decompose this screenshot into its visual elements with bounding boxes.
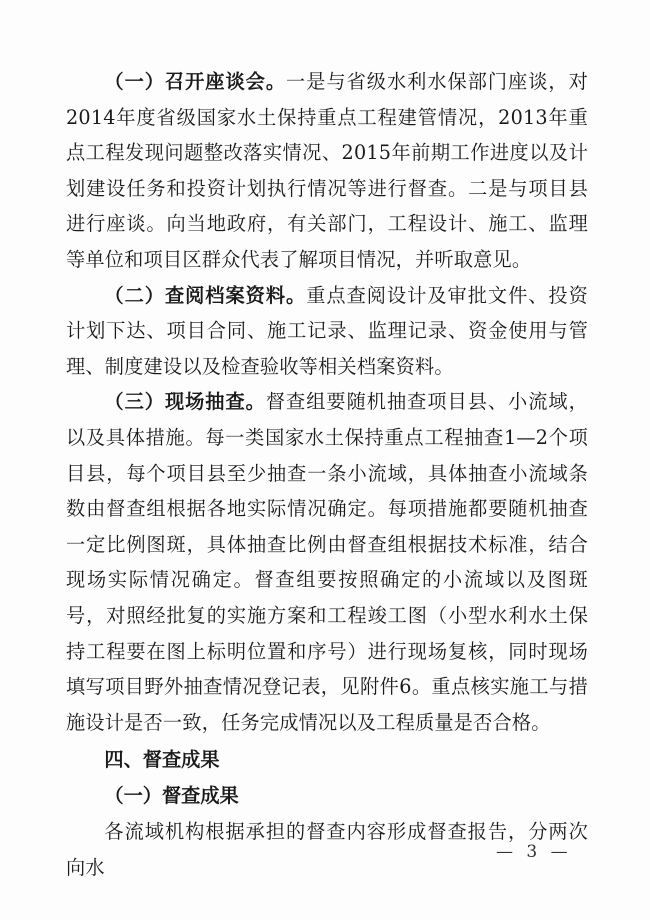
document-body xyxy=(66,64,588,885)
paragraph-report: 各流域机构根据承担的督查内容形成督查报告，分两次向水 xyxy=(66,820,588,879)
sub-heading: （一）督查成果 xyxy=(104,784,239,808)
paragraph-archives xyxy=(66,278,588,385)
paragraph-field-inspection xyxy=(66,384,588,740)
paragraph-text: 重点查阅设计及审批文件、投资计划下达、项目合同、施工记录、监理记录、资金使用与管理、制度建设以及检查验收等相关档案资料。 xyxy=(66,283,589,378)
paragraph-lead: （一）召开座谈会。 xyxy=(104,70,287,93)
page-number: — 3 — xyxy=(496,842,572,862)
paragraph-lead: （三）现场抽查。 xyxy=(104,390,266,414)
paragraph-text: 督查组要随机抽查项目县、小流域，以及具体措施。每一类国家水土保持重点工程抽查1—2个项目县，每个项目县至少抽查一条小流域，具体抽查小流域条数由督查组根据各地实际情况确定。每项措施都要随机抽查一定比例图斑，具体抽查比例由督查组根据技术标准，结合现场实际情况确定。督查组要按照确定的小流域以及图斑号，对照经批复的实施方案和工程竣工图（小型水利水土保持工程要在图上标明位置和序号）进行现场复核，同时现场填写项目野外抽查情况登记表，见附件6。重点核实施工与措施设计是否一致，任务完成情况以及工程质量是否合格。 xyxy=(66,390,588,734)
section-heading: 四、督查成果 xyxy=(104,748,220,772)
paragraph-lead: （二）查阅档案资料。 xyxy=(104,283,307,307)
paragraph-text: 一是与省级水利水保部门座谈，对2014年度省级国家水土保持重点工程建管情况，2013年重点工程发现问题整改落实情况、2015年前期工作进度以及计划建设任务和投资计划执行情况等进行督查。二是与项目县进行座谈。向当地政府，有关部门，工程设计、施工、监理等单位和项目区群众代表了解项目情况，并听取意见。 xyxy=(66,70,588,271)
paragraph-symposium xyxy=(66,64,588,278)
